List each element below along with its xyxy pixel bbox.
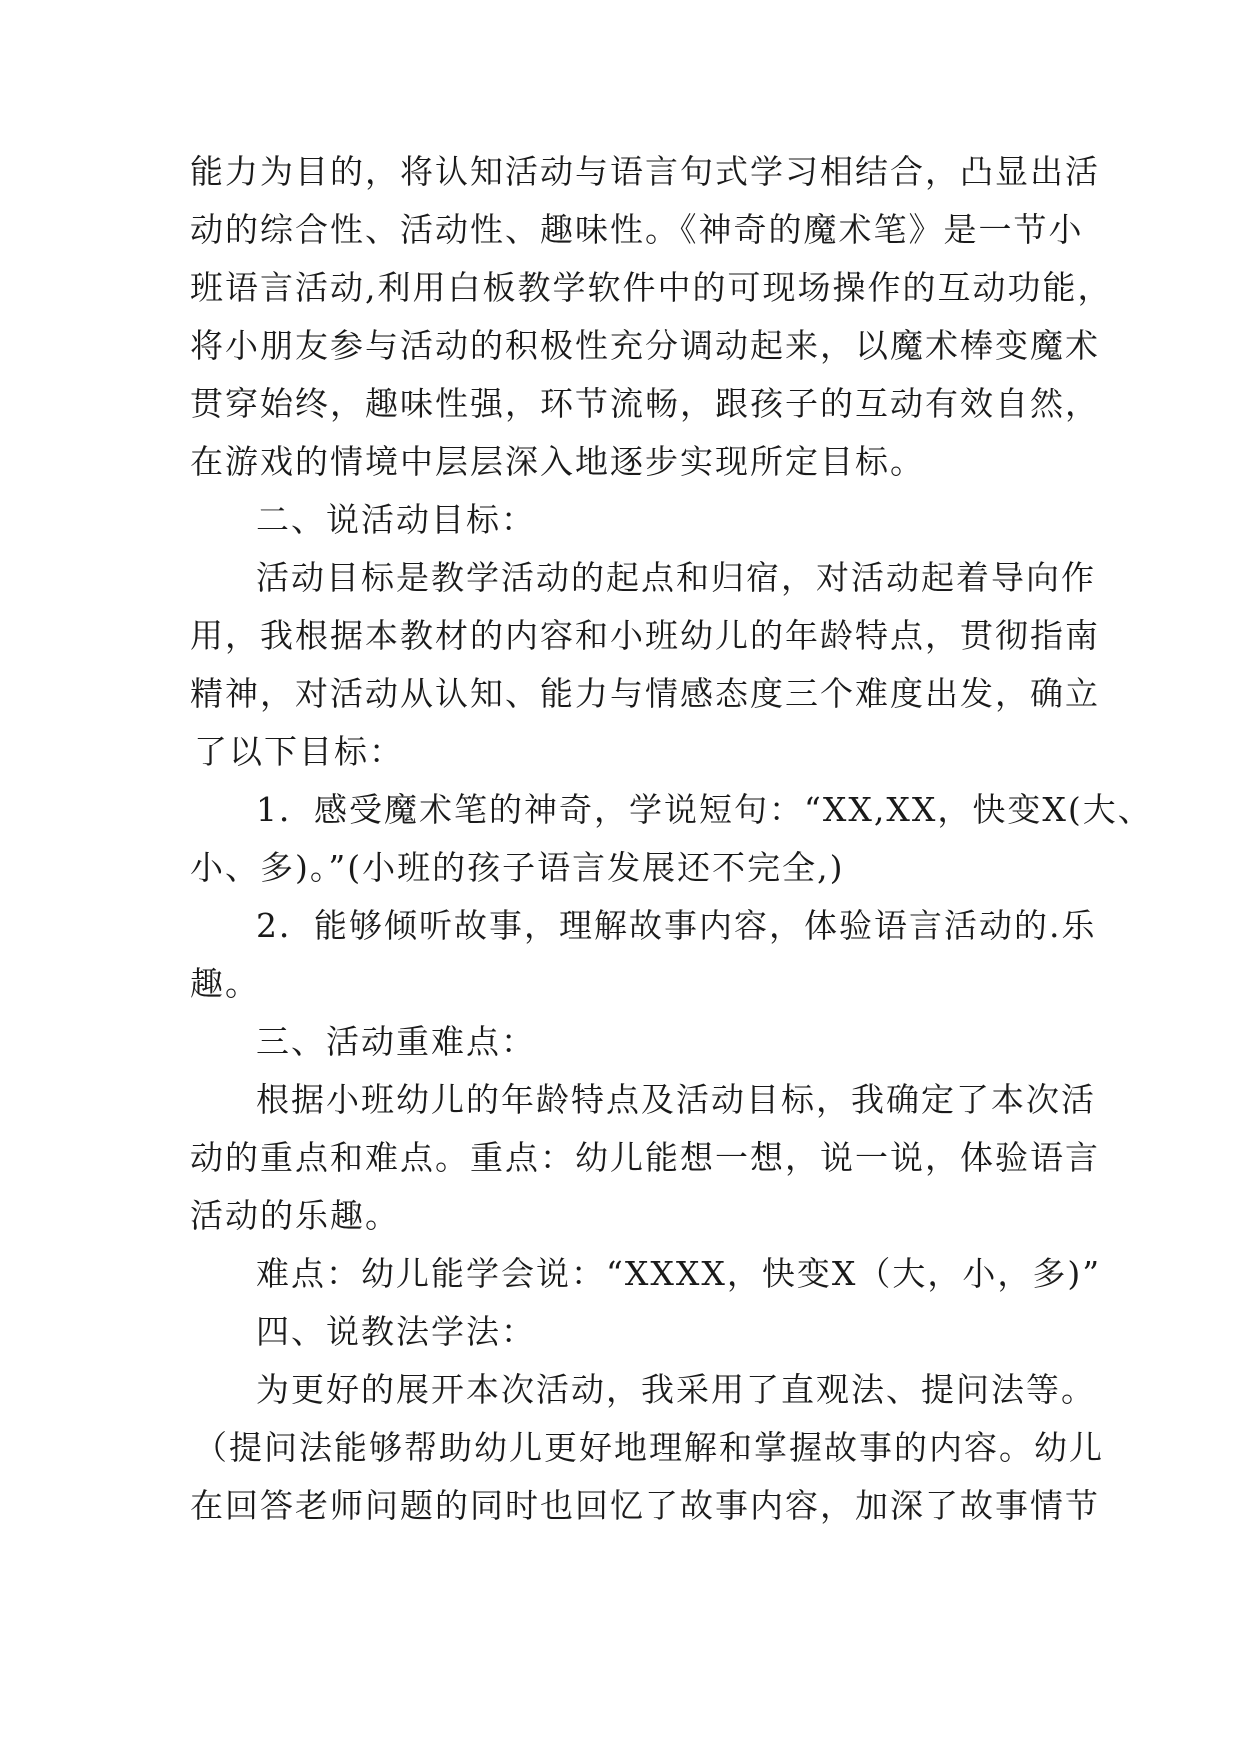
paragraph-line: 为更好的展开本次活动，我采用了直观法、提问法等。 xyxy=(256,1370,1096,1409)
list-item: 1．感受魔术笔的神奇，学说短句：“XX,XX，快变X(大、 xyxy=(256,790,1153,829)
section-heading: 四、说教法学法： xyxy=(256,1312,536,1351)
list-item-continuation: 趣。 xyxy=(190,964,260,1003)
paragraph-line: 活动的乐趣。 xyxy=(190,1196,400,1235)
paragraph-line: 班语言活动,利用白板教学软件中的可现场操作的互动功能， xyxy=(190,268,1113,307)
paragraph-line: 贯穿始终，趣味性强，环节流畅，跟孩子的互动有效自然， xyxy=(190,384,1100,423)
paragraph-line: 将小朋友参与活动的积极性充分调动起来，以魔术棒变魔术 xyxy=(190,326,1100,365)
paragraph-line: 动的重点和难点。重点：幼儿能想一想，说一说，体验语言 xyxy=(190,1138,1100,1177)
paragraph-line: 了以下目标： xyxy=(194,732,404,771)
paragraph-line: （提问法能够帮助幼儿更好地理解和掌握故事的内容。幼儿 xyxy=(194,1428,1104,1467)
list-item-continuation: 小、多)。”(小班的孩子语言发展还不完全,) xyxy=(190,848,845,887)
paragraph-line: 在游戏的情境中层层深入地逐步实现所定目标。 xyxy=(190,442,925,481)
paragraph-line: 精神，对活动从认知、能力与情感态度三个难度出发，确立 xyxy=(190,674,1100,713)
list-item: 2．能够倾听故事，理解故事内容，体验语言活动的.乐 xyxy=(256,906,1097,945)
section-heading: 三、活动重难点： xyxy=(256,1022,536,1061)
paragraph-line: 难点：幼儿能学会说：“XXXX，快变X（大，小，多)” xyxy=(256,1254,1102,1293)
paragraph-line: 能力为目的，将认知活动与语言句式学习相结合，凸显出活 xyxy=(190,152,1100,191)
paragraph-line: 活动目标是教学活动的起点和归宿，对活动起着导向作 xyxy=(256,558,1096,597)
paragraph-line: 根据小班幼儿的年龄特点及活动目标，我确定了本次活 xyxy=(256,1080,1096,1119)
paragraph-line: 在回答老师问题的同时也回忆了故事内容，加深了故事情节 xyxy=(190,1486,1100,1525)
paragraph-line: 用，我根据本教材的内容和小班幼儿的年龄特点，贯彻指南 xyxy=(190,616,1100,655)
paragraph-line: 动的综合性、活动性、趣味性。《神奇的魔术笔》是一节小 xyxy=(190,210,1084,249)
section-heading: 二、说活动目标： xyxy=(256,500,536,539)
